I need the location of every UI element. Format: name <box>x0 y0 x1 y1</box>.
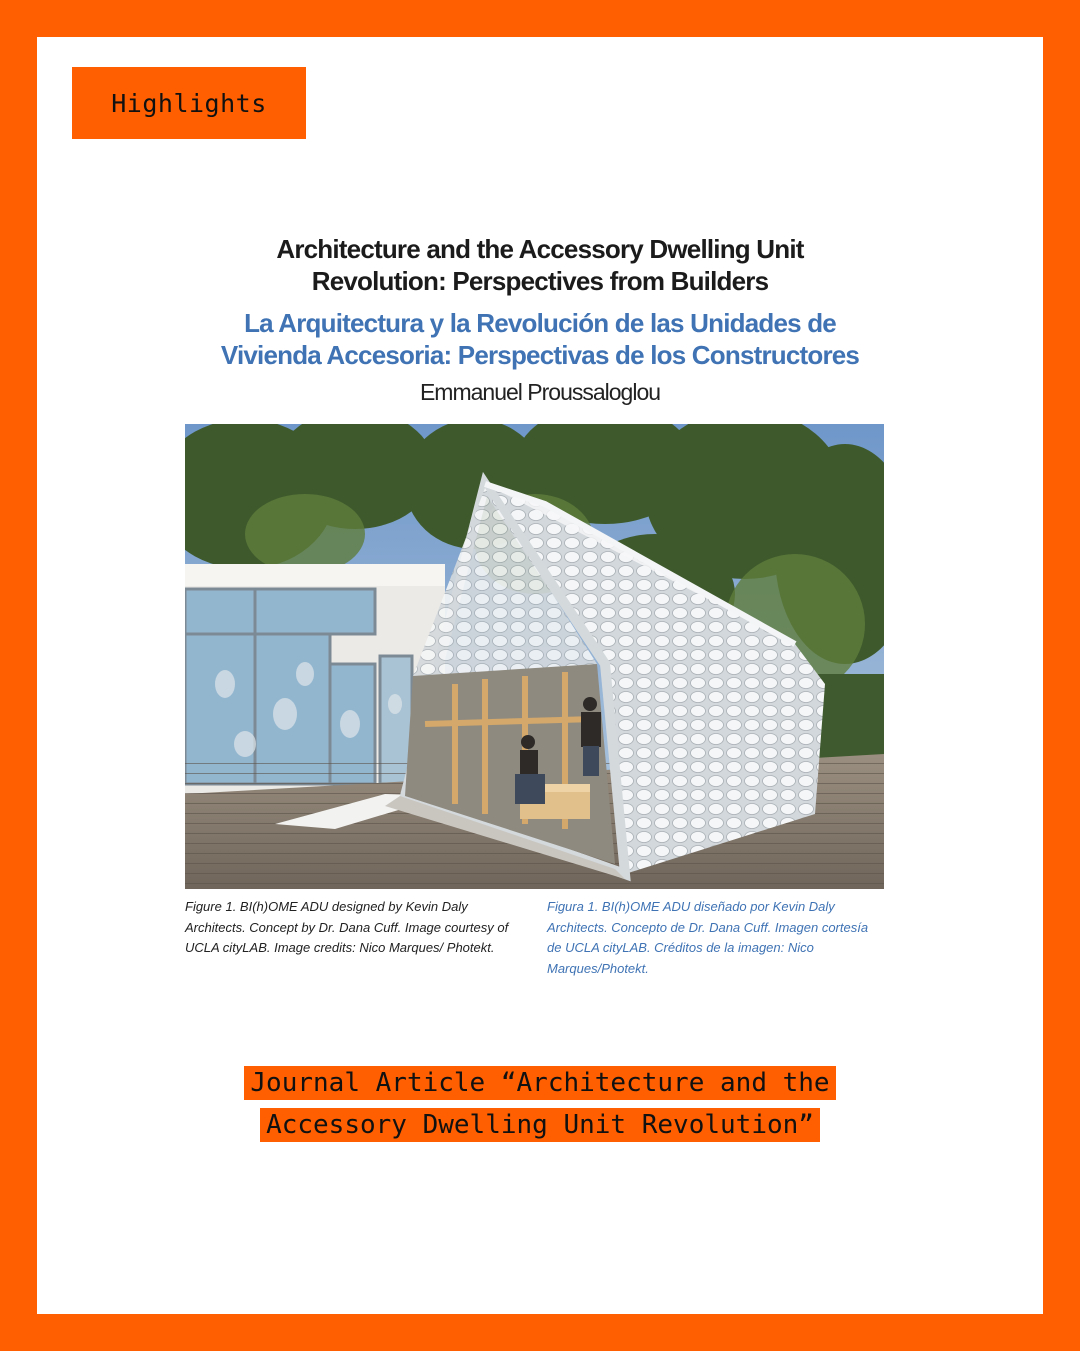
footer-title <box>37 1062 1043 1146</box>
title-spanish <box>37 307 1043 371</box>
highlights-label: Highlights <box>111 88 267 118</box>
title-english-line1: Architecture and the Accessory Dwelling Unit <box>276 234 804 264</box>
title-spanish-line2: Vivienda Accesoria: Perspectivas de los Constructores <box>220 340 860 370</box>
title-english-line2: Revolution: Perspectives from Builders <box>311 266 769 296</box>
footer-line1: Journal Article “Architecture and the <box>244 1066 835 1100</box>
highlights-tag <box>72 67 306 139</box>
title-spanish-line1: La Arquitectura y la Revolución de las Unidades de <box>244 308 836 338</box>
caption-spanish: Figura 1. BI(h)OME ADU diseñado por Kevin Daly Architects. Concepto de Dr. Dana Cuff. Imagen cortesía de UCLA cityLAB. Créditos de la imagen: Nico Marques/Photekt. <box>547 899 869 976</box>
author-name: Emmanuel Proussaloglou <box>419 379 661 405</box>
figure-photo <box>185 424 884 889</box>
article-card <box>37 37 1043 1314</box>
adu-pavilion-photo-icon <box>185 424 884 889</box>
footer-line2: Accessory Dwelling Unit Revolution” <box>260 1108 820 1142</box>
caption-english: Figure 1. BI(h)OME ADU designed by Kevin Daly Architects. Concept by Dr. Dana Cuff. Image courtesy of UCLA cityLAB. Image credits: Nico Marques/ Photekt. <box>185 899 509 955</box>
title-english <box>37 233 1043 297</box>
